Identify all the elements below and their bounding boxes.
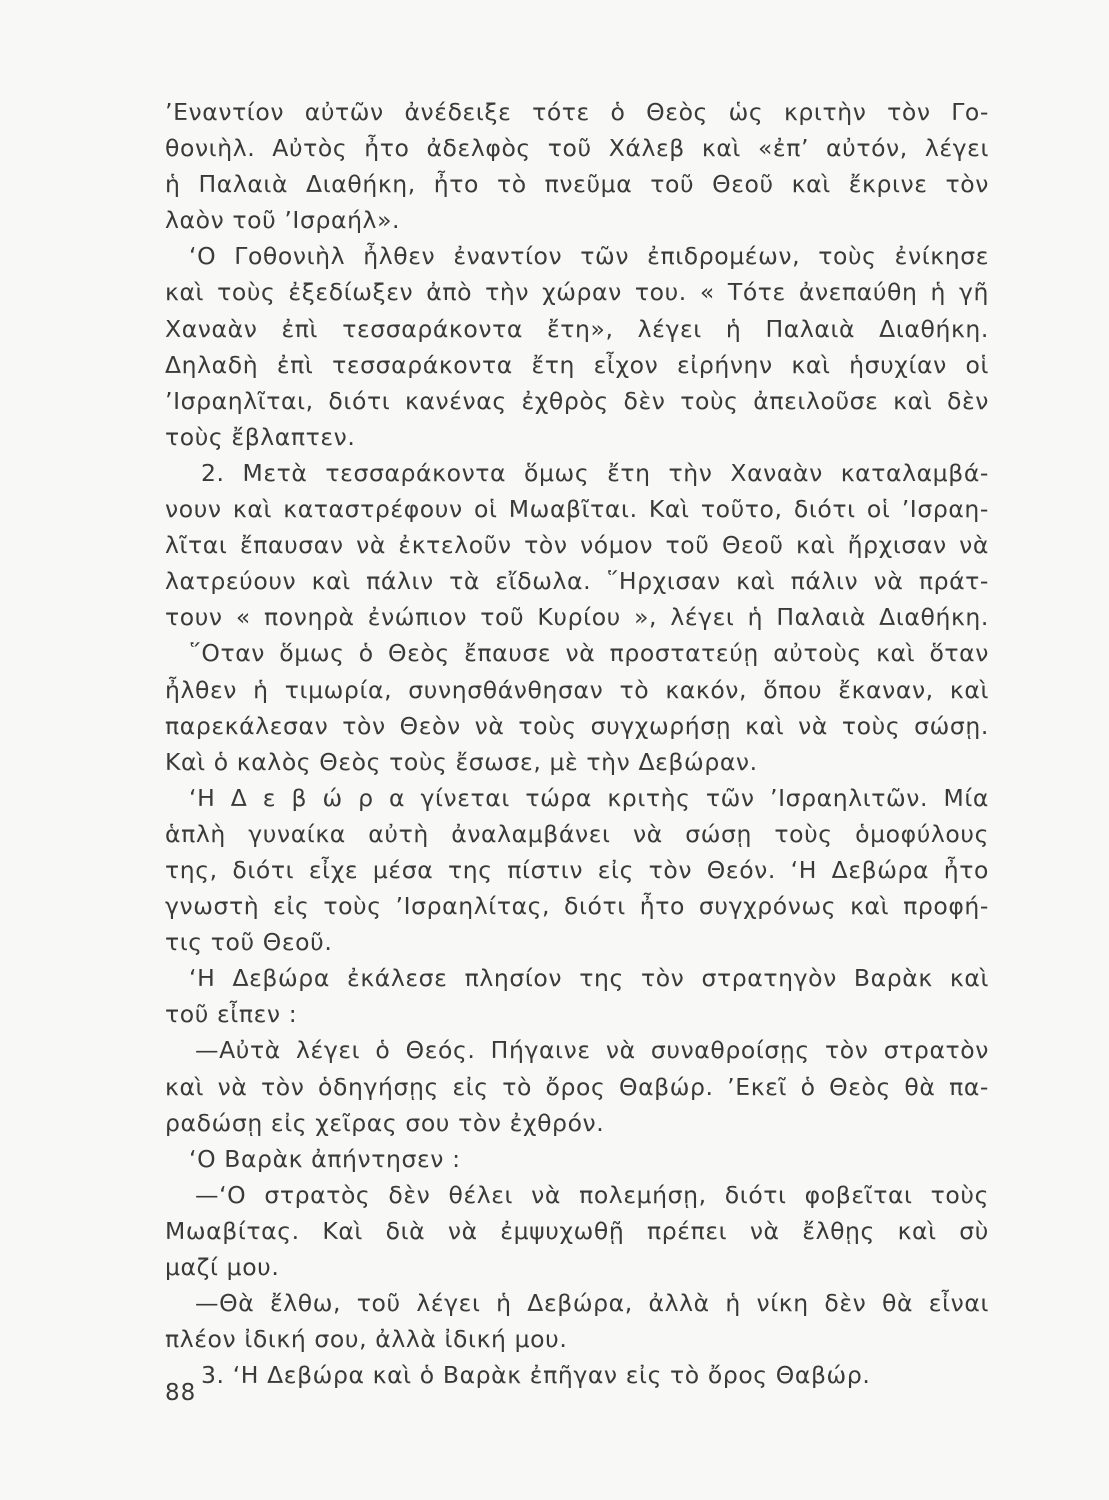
text-line: —‘Ο στρατὸς δὲν θέλει νὰ πολεμήσῃ, διότι φοβεῖται τοὺς xyxy=(195,1180,989,1209)
text-line: ραδώσῃ εἰς χεῖρας σου τὸν ἐχθρόν. xyxy=(165,1108,605,1137)
text-line: λῖται ἔπαυσαν νὰ ἐκτελοῦν τὸν νόμον τοῦ Θεοῦ καὶ ἤρχισαν νὰ xyxy=(165,531,989,560)
body-text xyxy=(165,94,989,1393)
text-line: τις τοῦ Θεοῦ. xyxy=(165,928,333,957)
text-line: τοῦ εἶπεν : xyxy=(165,1000,298,1029)
text-line: καὶ νὰ τὸν ὁδηγήσῃς εἰς τὸ ὄρος Θαβώρ. ’Εκεῖ ὁ Θεὸς θὰ πα- xyxy=(165,1072,989,1101)
text-line: ‘Ο Βαρὰκ ἀπήντησεν : xyxy=(189,1144,461,1173)
text-line: πλέον ἰδική σου, ἀλλὰ ἰδική μου. xyxy=(165,1325,568,1354)
text-line: —Αὐτὰ λέγει ὁ Θεός. Πήγαινε νὰ συναθροίσῃς τὸν στρατὸν xyxy=(195,1036,989,1065)
text-line: παρεκάλεσαν τὸν Θεὸν νὰ τοὺς συγχωρήσῃ καὶ νὰ τοὺς σώσῃ. xyxy=(165,711,989,740)
text-line: ἁπλὴ γυναίκα αὐτὴ ἀναλαμβάνει νὰ σώσῃ τοὺς ὁμοφύλους xyxy=(165,819,989,848)
text-line: ‘Ο Γοθονιὴλ ἦλθεν ἐναντίον τῶν ἐπιδρομέων, τοὺς ἐνίκησε xyxy=(189,242,989,271)
text-line: 3. ‘Η Δεβώρα καὶ ὁ Βαρὰκ ἐπῆγαν εἰς τὸ ὄρος Θαβώρ. xyxy=(201,1361,871,1390)
text-line: 2. Μετὰ τεσσαράκοντα ὅμως ἔτη τὴν Χαναὰν καταλαμβά- xyxy=(201,458,989,487)
text-line: Δηλαδὴ ἐπὶ τεσσαράκοντα ἔτη εἶχον εἰρήνην καὶ ἡσυχίαν οἱ xyxy=(165,350,989,379)
text-line: τουν « πονηρὰ ἐνώπιον τοῦ Κυρίου », λέγει ἡ Παλαιὰ Διαθήκη. xyxy=(165,603,989,632)
text-line: μαζί μου. xyxy=(165,1253,280,1281)
text-line: ’Ισραηλῖται, διότι κανένας ἐχθρὸς δὲν τοὺς ἀπειλοῦσε καὶ δὲν xyxy=(165,386,989,415)
text-line: ‘Η Δ ε β ώ ρ α γίνεται τώρα κριτὴς τῶν ’Ισραηλιτῶν. Μία xyxy=(189,783,989,812)
text-line: ’Εναντίον αὐτῶν ἀνέδειξε τότε ὁ Θεὸς ὡς κριτὴν τὸν Γο- xyxy=(165,98,989,126)
text-line: Καὶ ὁ καλὸς Θεὸς τοὺς ἔσωσε, μὲ τὴν Δεβώραν. xyxy=(165,747,758,776)
text-line: θονιὴλ. Αὐτὸς ἦτο ἀδελφὸς τοῦ Χάλεβ καὶ «ἐπ’ αὐτόν, λέγει xyxy=(165,134,989,163)
text-line: ἦλθεν ἡ τιμωρία, συνησθάνθησαν τὸ κακόν, ὅπου ἔκαναν, καὶ xyxy=(165,675,989,704)
text-line: λαὸν τοῦ ’Ισραήλ». xyxy=(165,206,401,235)
text-line: Μωαβίτας. Καὶ διὰ νὰ ἐμψυχωθῇ πρέπει νὰ ἔλθῃς καὶ σὺ xyxy=(165,1216,989,1245)
text-line: γνωστὴ εἰς τοὺς ’Ισραηλίτας, διότι ἦτο συγχρόνως καὶ προφή- xyxy=(165,892,989,921)
text-line: —Θὰ ἔλθω, τοῦ λέγει ἡ Δεβώρα, ἀλλὰ ἡ νίκη δὲν θὰ εἶναι xyxy=(195,1289,989,1318)
text-line: ῞Οταν ὅμως ὁ Θεὸς ἔπαυσε νὰ προστατεύῃ αὐτοὺς καὶ ὅταν xyxy=(189,639,989,668)
text-line: ‘Η Δεβώρα ἐκάλεσε πλησίον της τὸν στρατηγὸν Βαρὰκ καὶ xyxy=(189,964,989,993)
text-line: της, διότι εἶχε μέσα της πίστιν εἰς τὸν Θεόν. ‘Η Δεβώρα ἦτο xyxy=(165,855,989,884)
text-line: λατρεύουν καὶ πάλιν τὰ εἴδωλα. ῞Ηρχισαν καὶ πάλιν νὰ πράτ- xyxy=(165,567,989,596)
text-line: νουν καὶ καταστρέφουν οἱ Μωαβῖται. Καὶ τοῦτο, διότι οἱ ’Ισραη- xyxy=(165,495,989,524)
text-line: ἡ Παλαιὰ Διαθήκη, ἦτο τὸ πνεῦμα τοῦ Θεοῦ καὶ ἔκρινε τὸν xyxy=(165,170,989,199)
text-line: Χαναὰν ἐπὶ τεσσαράκοντα ἔτη», λέγει ἡ Παλαιὰ Διαθήκη. xyxy=(165,314,989,343)
page-number: 88 xyxy=(165,1380,197,1406)
text-line: καὶ τοὺς ἐξεδίωξεν ἀπὸ τὴν χώραν του. « Τότε ἀνεπαύθη ἡ γῆ xyxy=(165,278,989,307)
text-line: τοὺς ἔβλαπτεν. xyxy=(165,422,356,451)
